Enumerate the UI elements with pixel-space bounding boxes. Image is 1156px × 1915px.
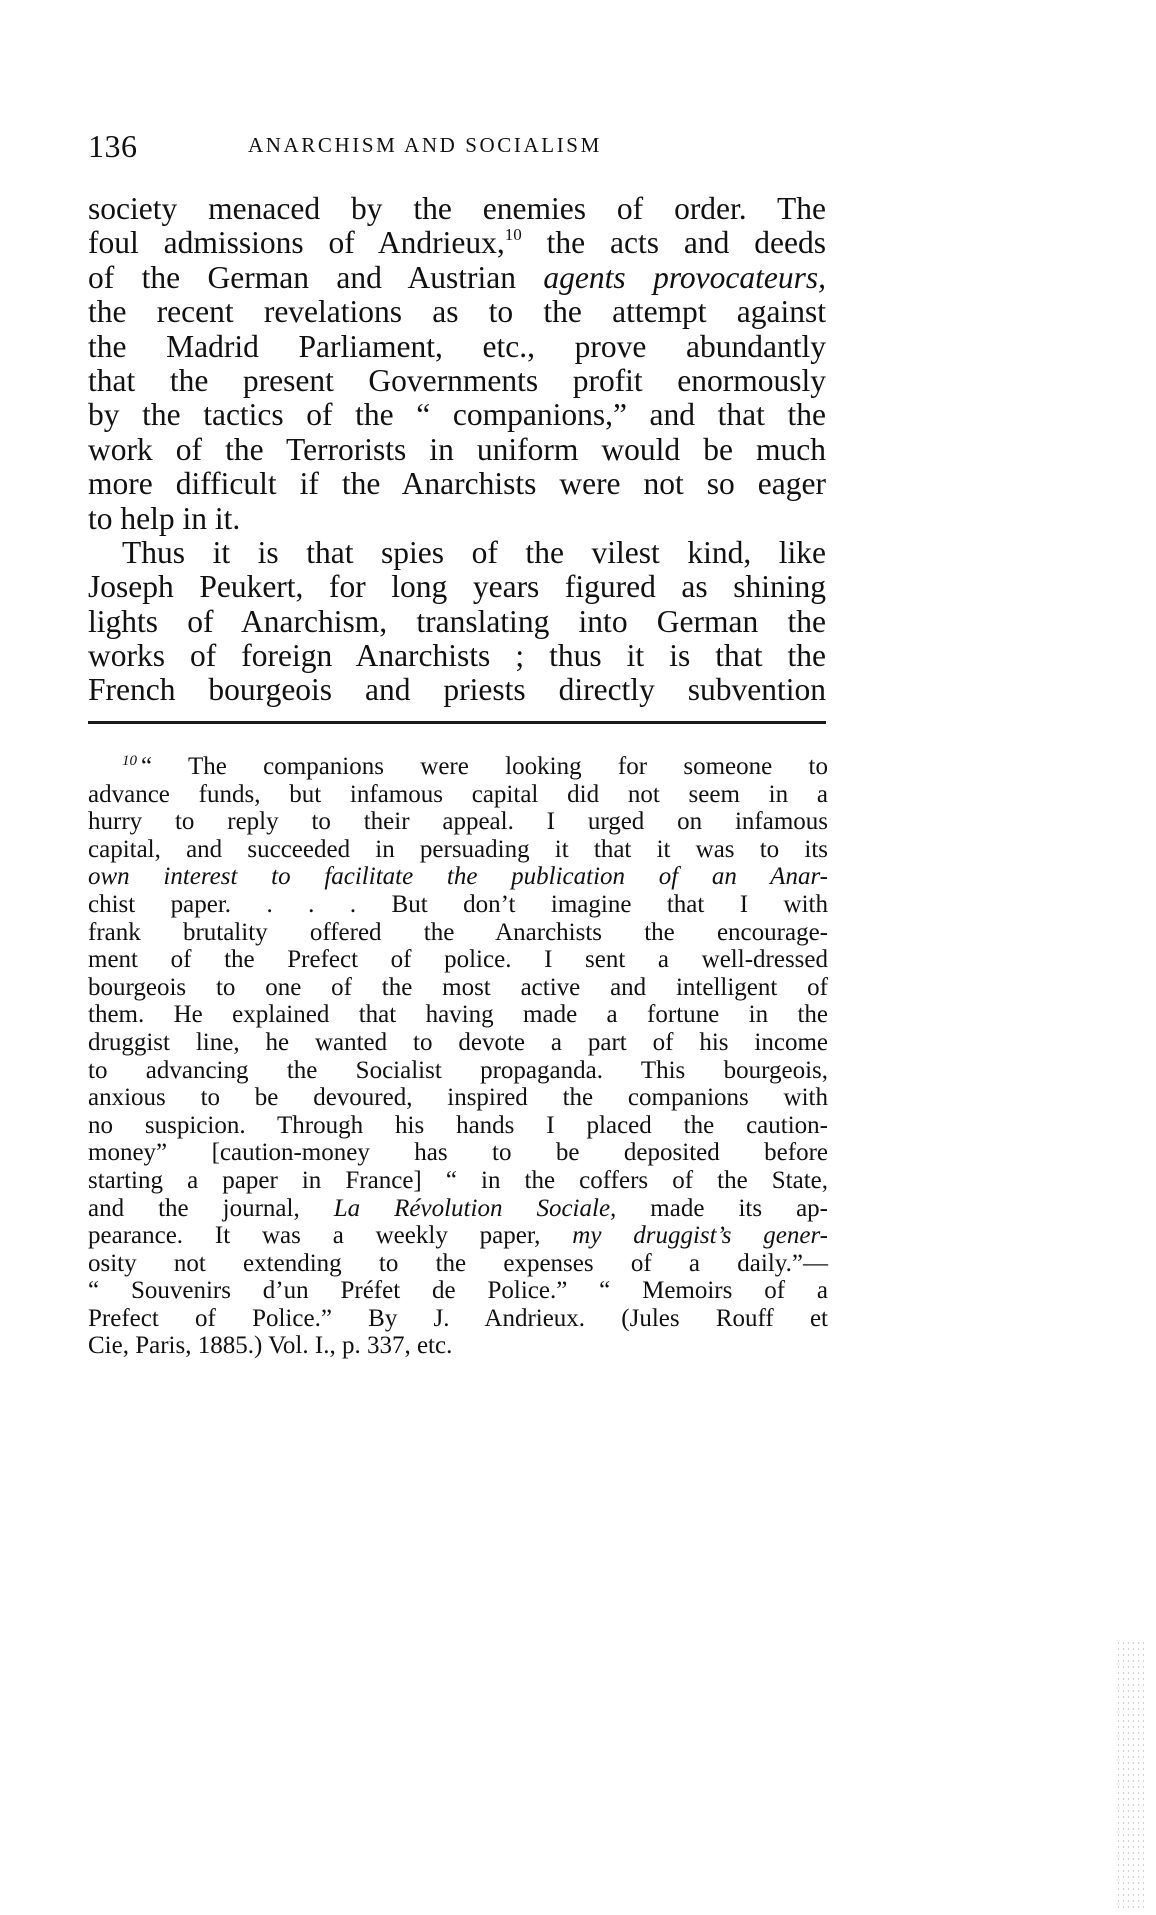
- text-run: starting a paper in France] “ in the coffers of the State,: [88, 1166, 828, 1194]
- footnote-line: [88, 1167, 828, 1195]
- footnote-line: [88, 836, 828, 864]
- scan-edge-speckle: [1116, 1640, 1146, 1910]
- body-text: [88, 192, 826, 708]
- running-title: ANARCHISM AND SOCIALISM: [248, 133, 602, 157]
- footnote-line: [88, 891, 828, 919]
- text-run: ment of the Prefect of police. I sent a well-dressed: [88, 946, 828, 974]
- text-run: hurry to reply to their appeal. I urged on infamous: [88, 808, 828, 836]
- text-run: no suspicion. Through his hands I placed the caution-: [88, 1111, 828, 1139]
- text-run: of the German and Austrian: [88, 259, 544, 295]
- footnote-10: [88, 753, 828, 1360]
- journal-title: La Révolution Sociale,: [333, 1194, 617, 1222]
- body-line: [88, 330, 826, 364]
- footnote-line: [88, 1084, 828, 1112]
- body-line: [88, 295, 826, 329]
- body-line: [88, 364, 826, 398]
- italic-phrase: own interest to facilitate the publication of an Anar-: [88, 863, 828, 891]
- text-run: more difficult if the Anarchists were not so eager: [88, 466, 826, 502]
- body-line: [88, 570, 826, 604]
- text-run: society menaced by the enemies of order. The: [88, 191, 826, 226]
- footnote-line: [88, 1222, 828, 1250]
- body-line: [88, 502, 826, 536]
- text-run: them. He explained that having made a fortune in the: [88, 1001, 828, 1029]
- paragraph-start-line: [88, 536, 826, 570]
- footnote-line: [88, 919, 828, 947]
- footnote-line: [88, 1139, 828, 1167]
- text-run: foul admissions of Andrieux,: [88, 225, 505, 261]
- footnote-line: [88, 1332, 828, 1360]
- body-line: [88, 192, 826, 226]
- text-run: bourgeois to one of the most active and intelligent of: [88, 973, 828, 1001]
- body-line: [88, 467, 826, 501]
- text-run: druggist line, he wanted to devote a part of his income: [88, 1028, 828, 1056]
- body-line: [88, 261, 826, 295]
- text-run: the acts and deeds: [521, 225, 826, 261]
- italic-phrase: my druggist’s gener-: [572, 1222, 829, 1250]
- text-run: made its ap-: [616, 1194, 829, 1222]
- text-run: chist paper. . . . But don’t imagine that I with: [88, 890, 828, 918]
- footnote-line: [88, 808, 828, 836]
- footnote-line: [88, 1195, 828, 1223]
- footnote-line: [88, 781, 828, 809]
- body-line: [88, 639, 826, 673]
- text-run: advance funds, but infamous capital did not seem in a: [88, 780, 828, 808]
- footnote-line: [88, 1001, 828, 1029]
- footnote-line: [88, 753, 828, 781]
- text-run: work of the Terrorists in uniform would be much: [88, 431, 826, 467]
- footnote-divider: [88, 721, 826, 724]
- text-run: and the journal,: [88, 1194, 334, 1222]
- footnote-line: [88, 1250, 828, 1278]
- text-run: that the present Governments profit enormously: [88, 362, 826, 398]
- italic-phrase: agents provocateurs,: [543, 259, 826, 295]
- text-run: anxious to be devoured, inspired the companions with: [88, 1084, 828, 1112]
- text-run: to help in it.: [88, 500, 241, 536]
- text-run: lights of Anarchism, translating into German the: [88, 603, 826, 639]
- text-run: French bourgeois and priests directly subvention: [88, 672, 826, 708]
- text-run: frank brutality offered the Anarchists the encourage-: [88, 918, 828, 946]
- text-run: Thus it is that spies of the vilest kind, like: [122, 534, 826, 570]
- footnote-line: [88, 863, 828, 891]
- footnote-line: [88, 1029, 828, 1057]
- footnote-line: [88, 1057, 828, 1085]
- body-line: [88, 605, 826, 639]
- text-run: pearance. It was a weekly paper,: [88, 1222, 573, 1250]
- body-line: [88, 673, 826, 707]
- text-run: works of foreign Anarchists ; thus it is that the: [88, 638, 826, 674]
- running-head: [88, 128, 826, 164]
- text-run: “ The companions were looking for someone to: [141, 753, 828, 780]
- body-line: [88, 398, 826, 432]
- text-run: to advancing the Socialist propaganda. This bourgeois,: [88, 1056, 828, 1084]
- text-run: Joseph Peukert, for long years figured as shining: [88, 569, 826, 605]
- text-run: Cie, Paris, 1885.) Vol. I., p. 337, etc.: [88, 1332, 453, 1360]
- footnote-line: [88, 974, 828, 1002]
- text-run: the recent revelations as to the attempt against: [88, 294, 826, 330]
- text-run: by the tactics of the “ companions,” and that the: [88, 397, 826, 433]
- footnote-line: [88, 1277, 828, 1305]
- text-run: Prefect of Police.” By J. Andrieux. (Jules Rouff et: [88, 1304, 828, 1332]
- text-run: “ Souvenirs d’un Préfet de Police.” “ Memoirs of a: [88, 1277, 828, 1305]
- footnote-reference[interactable]: 10: [504, 225, 522, 245]
- text-run: capital, and succeeded in persuading it that it was to its: [88, 835, 828, 863]
- body-line: [88, 433, 826, 467]
- text-run: osity not extending to the expenses of a daily.”—: [88, 1249, 828, 1277]
- footnote-line: [88, 1305, 828, 1333]
- page-number: 136: [88, 128, 138, 164]
- text-run: the Madrid Parliament, etc., prove abundantly: [88, 328, 826, 364]
- footnote-number: 10: [122, 753, 137, 769]
- body-line: [88, 226, 826, 260]
- footnote-line: [88, 946, 828, 974]
- footnote-line: [88, 1112, 828, 1140]
- text-run: money” [caution-money has to be deposited before: [88, 1139, 828, 1167]
